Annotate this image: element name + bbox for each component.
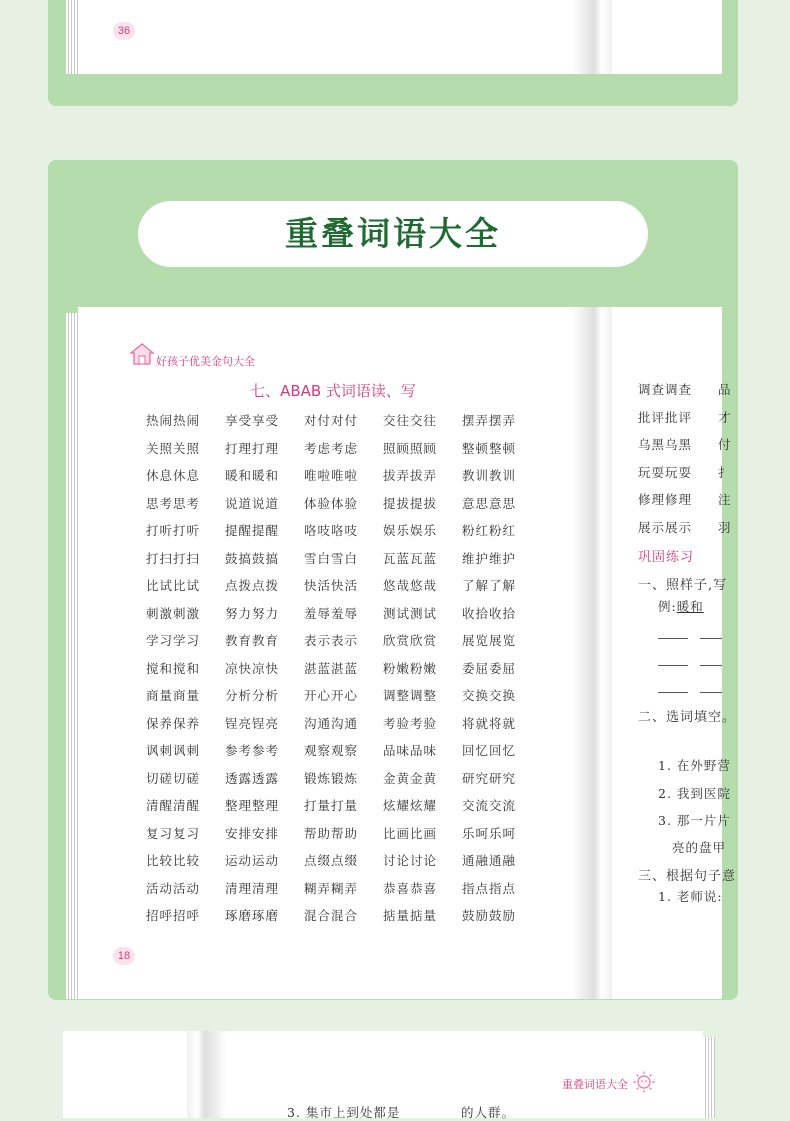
q1-example-word: 暖和 [676, 599, 704, 614]
word-cell: 思考思考 [146, 495, 201, 511]
word-cell: 湛蓝湛蓝 [304, 660, 359, 676]
word-cell: 沟通沟通 [304, 715, 359, 731]
q3-item: 1. 老师说: [658, 889, 723, 904]
word-cell: 雪白雪白 [304, 550, 359, 566]
word-cell: 恭喜恭喜 [383, 880, 438, 896]
header-label: 好孩子优美金句大全 [156, 355, 255, 368]
right-word-cropped: 品 [718, 382, 732, 397]
word-cell: 教育教育 [225, 633, 280, 648]
word-cell: 招呼招呼 [146, 908, 201, 923]
word-cell: 鼓励鼓励 [462, 908, 517, 923]
book-gutter [187, 1031, 227, 1118]
book-gutter [572, 307, 612, 999]
word-cell: 炫耀炫耀 [383, 798, 438, 813]
right-word-row [638, 408, 732, 426]
right-word: 玩耍玩耍 [638, 464, 693, 480]
word-cell: 比试比试 [146, 578, 201, 593]
answer-blank [658, 665, 688, 666]
page-stack-edge [66, 0, 78, 74]
right-word-cropped: 才 [718, 409, 732, 425]
word-cell: 展览展览 [462, 633, 517, 648]
word-cell: 提拔提拔 [383, 495, 438, 511]
word-cell: 体验体验 [304, 495, 359, 511]
word-cell: 意思意思 [462, 495, 517, 511]
right-word-row [638, 518, 732, 536]
word-cell: 了解了解 [462, 578, 517, 593]
word-cell: 掂量掂量 [383, 908, 438, 923]
right-word-cropped: 扌 [718, 464, 732, 480]
q2-continuation: 亮的盘甲 [672, 840, 727, 855]
word-cell: 搅和搅和 [146, 660, 201, 676]
q2-item: 1. 在外野营 [658, 758, 731, 773]
word-cell: 运动运动 [225, 853, 280, 868]
word-cell: 点缀点缀 [304, 853, 359, 868]
word-cell: 比画比画 [383, 825, 438, 841]
word-cell: 凉快凉快 [225, 660, 280, 676]
word-cell: 分析分析 [225, 688, 280, 703]
word-cell: 商量商量 [146, 688, 201, 703]
bottom-sentence-suffix: 的人群。 [461, 1105, 516, 1120]
right-word-row [638, 435, 732, 453]
question-1: 一、照样子,写 [638, 578, 728, 593]
word-cell: 活动活动 [146, 880, 201, 896]
word-cell: 安排安排 [225, 825, 280, 841]
word-cell: 学习学习 [146, 633, 201, 648]
top-page [78, 0, 722, 74]
q1-example [658, 597, 704, 615]
right-word: 乌黑乌黑 [638, 437, 693, 452]
book-gutter [572, 0, 612, 74]
question-3: 三、根据句子意 [638, 869, 737, 884]
word-cell: 锻炼锻炼 [304, 770, 359, 786]
word-cell: 拔弄拔弄 [383, 468, 438, 483]
right-word: 修理修理 [638, 492, 693, 507]
word-cell: 努力努力 [225, 605, 280, 621]
word-cell: 乐呵乐呵 [462, 825, 517, 841]
word-cell: 瓦蓝瓦蓝 [383, 550, 438, 566]
right-word-row [638, 380, 732, 398]
word-cell: 唯啦唯啦 [304, 468, 359, 483]
q2-item: 3. 那一片片 [658, 813, 731, 828]
word-cell: 参考参考 [225, 743, 280, 758]
word-cell: 考验考验 [383, 715, 438, 731]
word-cell: 考虑考虑 [304, 440, 359, 456]
word-cell: 鼓搞鼓搞 [225, 550, 280, 566]
word-grid [146, 411, 541, 934]
word-cell: 对付对付 [304, 413, 359, 428]
word-cell: 糊弄糊弄 [304, 880, 359, 896]
word-cell: 休息休息 [146, 468, 201, 483]
right-word: 批评批评 [638, 409, 693, 425]
right-word-row [638, 463, 732, 481]
word-cell: 开心开心 [304, 688, 359, 703]
house-icon [130, 343, 154, 365]
word-cell: 复习复习 [146, 825, 201, 841]
bottom-header-label: 重叠词语大全 [562, 1078, 628, 1091]
right-word: 展示展示 [638, 519, 693, 535]
word-cell: 娱乐娱乐 [383, 523, 438, 538]
word-cell: 暖和暖和 [225, 468, 280, 483]
section-heading: 七、ABAB 式词语读、写 [250, 382, 416, 400]
word-cell: 快活快活 [304, 578, 359, 593]
word-cell: 清醒清醒 [146, 798, 201, 813]
word-cell: 悠哉悠哉 [383, 578, 438, 593]
practice-title: 巩固练习 [638, 550, 695, 565]
word-cell: 打理打理 [225, 440, 280, 456]
word-cell: 粉红粉红 [462, 523, 517, 538]
word-cell: 锃亮锃亮 [225, 715, 280, 731]
right-word-row [638, 490, 732, 508]
q1-example-prefix: 例: [658, 599, 677, 614]
word-cell: 委屈委屈 [462, 660, 517, 676]
q2-item: 2. 我到医院 [658, 786, 731, 801]
word-cell: 表示表示 [304, 633, 359, 648]
word-cell: 照顾照顾 [383, 440, 438, 456]
answer-blank [658, 692, 688, 693]
page-stack-edge [703, 1037, 715, 1118]
answer-blank [658, 638, 688, 639]
word-cell: 混合混合 [304, 908, 359, 923]
word-cell: 透露透露 [225, 770, 280, 786]
word-cell: 将就将就 [462, 715, 517, 731]
word-cell: 测试测试 [383, 605, 438, 621]
word-cell: 教训教训 [462, 468, 517, 483]
right-word-cropped: 羽 [718, 519, 732, 535]
word-cell: 保养保养 [146, 715, 201, 731]
word-cell: 欣赏欣赏 [383, 633, 438, 648]
word-cell: 金黄金黄 [383, 770, 438, 786]
word-cell: 整顿整顿 [462, 440, 517, 456]
word-cell: 摆弄摆弄 [462, 413, 517, 428]
answer-blank [700, 692, 722, 693]
right-word-cropped: 付 [718, 437, 732, 452]
word-cell: 打听打听 [146, 523, 201, 538]
word-cell: 点拨点拨 [225, 578, 280, 593]
word-cell: 享受享受 [225, 413, 280, 428]
word-cell: 品味品味 [383, 743, 438, 758]
word-cell: 切磋切磋 [146, 770, 201, 786]
word-cell: 收拾收拾 [462, 605, 517, 621]
word-cell: 交往交往 [383, 413, 438, 428]
right-word: 调查调查 [638, 382, 693, 397]
word-cell: 调整调整 [383, 688, 438, 703]
word-cell: 研究研究 [462, 770, 517, 786]
word-cell: 交流交流 [462, 798, 517, 813]
banner-title: 重叠词语大全 [138, 201, 648, 267]
word-cell: 整理整理 [225, 798, 280, 813]
word-cell: 交换交换 [462, 688, 517, 703]
bottom-sentence-prefix: 3. 集市上到处都是 [287, 1105, 401, 1120]
page-number: 18 [113, 947, 135, 965]
word-cell: 讽刺讽刺 [146, 743, 201, 758]
word-cell: 清理清理 [225, 880, 280, 896]
word-cell: 热闹热闹 [146, 413, 201, 428]
word-cell: 观察观察 [304, 743, 359, 758]
word-cell: 打扫打扫 [146, 550, 201, 566]
word-cell: 提醒提醒 [225, 523, 280, 538]
word-cell: 维护维护 [462, 550, 517, 566]
word-cell: 打量打量 [304, 798, 359, 813]
word-cell: 说道说道 [225, 495, 280, 511]
word-cell: 咯吱咯吱 [304, 523, 359, 538]
word-cell: 回忆回忆 [462, 743, 517, 758]
word-cell: 讨论讨论 [383, 853, 438, 868]
answer-blank [700, 638, 722, 639]
word-cell: 粉嫩粉嫩 [383, 660, 438, 676]
word-cell: 通融通融 [462, 853, 517, 868]
question-2: 二、选词填空。 [638, 710, 737, 725]
word-cell: 关照关照 [146, 440, 201, 456]
word-cell: 羞辱羞辱 [304, 605, 359, 621]
page-stack-edge [66, 313, 78, 999]
word-cell: 琢磨琢磨 [225, 908, 280, 923]
sun-icon [632, 1071, 656, 1093]
word-cell: 刺激刺激 [146, 605, 201, 621]
word-cell: 指点指点 [462, 880, 517, 896]
word-cell: 帮助帮助 [304, 825, 359, 841]
word-cell: 比较比较 [146, 853, 201, 868]
top-page-number: 36 [113, 22, 135, 40]
answer-blank [700, 665, 722, 666]
right-word-cropped: 注 [718, 492, 732, 507]
